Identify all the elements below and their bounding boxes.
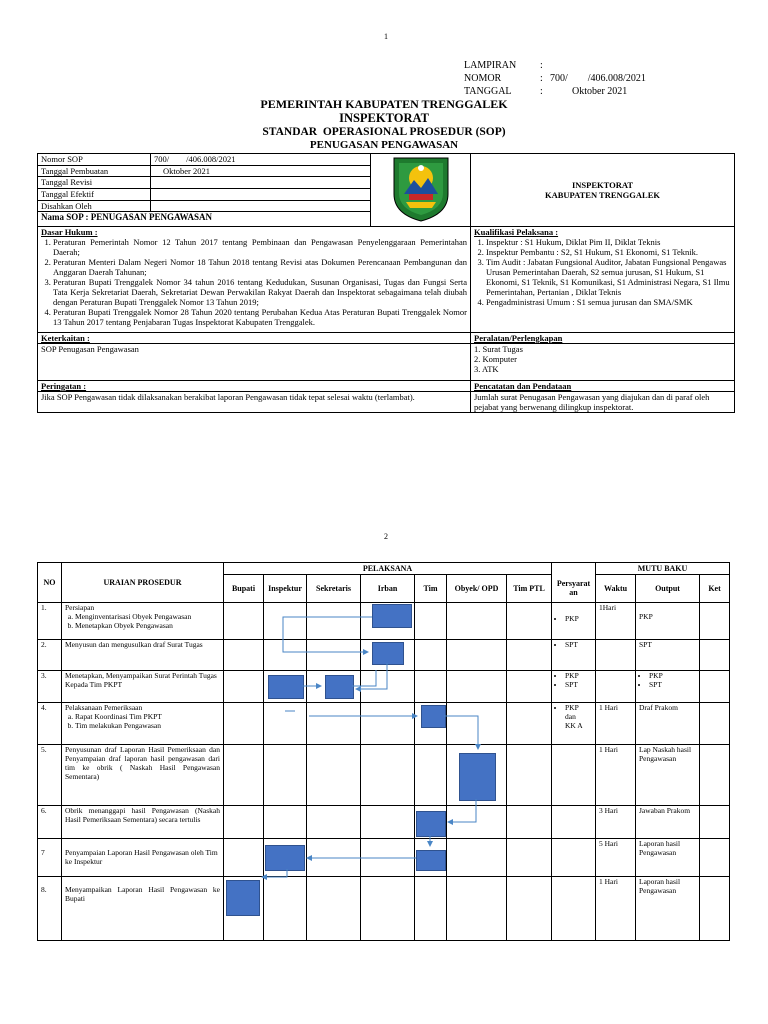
list-item: 2. Peraturan Menteri Dalam Negeri Nomor 18 Tahun 2018 tentang Revisi atas Dokumen Perencanaan Pembangunan dan Anggaran Daerah Tahunan; <box>53 257 467 277</box>
list-item: • SPT <box>565 680 592 689</box>
page-number-2: 2 <box>384 532 388 541</box>
info-label: Disahkan Oleh <box>38 200 151 212</box>
header-output: Output <box>636 575 700 603</box>
header-tim-ptl: Tim PTL <box>507 575 552 603</box>
title-penugasan: PENUGASAN PENGAWASAN <box>309 139 459 151</box>
header-ket: Ket <box>700 575 730 603</box>
list-item: • PKP dan KK A <box>565 703 584 730</box>
tanggal-value: Oktober 2021 <box>572 86 628 97</box>
pencatatan-title: Pencatatan dan Pendataan <box>474 381 572 391</box>
connector-7-8 <box>262 869 287 877</box>
inspektorat-name-line2: KABUPATEN TRENGGALEK <box>544 190 660 200</box>
lampiran-sep: : <box>540 60 543 71</box>
connector-2-3 <box>356 663 387 689</box>
row-no: 4. <box>38 703 62 745</box>
row-uraian: Obrik menanggapi hasil Pengawasan (Naskah Hasil Pemeriksaan Sementara) secara tertulis <box>62 806 224 839</box>
list-item: 1. Peraturan Pemerintah Nomor 12 Tahun 2017 tentang Pembinaan dan Pengawasan Penyelenggaraan Pemerintahan Daerah; <box>53 237 467 257</box>
row-waktu: 3 Hari <box>596 806 636 839</box>
connector-4-5 <box>444 716 478 749</box>
header-irban: Irban <box>361 575 415 603</box>
tanggal-sep: : <box>540 86 543 97</box>
list-item: 1. Surat Tugas <box>474 344 523 354</box>
header-persyaratan: Persyaratan <box>552 575 596 603</box>
row-waktu: 1 Hari <box>596 877 636 941</box>
row-waktu: 1Hari <box>596 603 636 640</box>
nomor-sep: : <box>540 73 543 84</box>
row-output: Laporan hasil Pengawasan <box>636 839 700 877</box>
info-label: Nomor SOP <box>38 154 151 166</box>
row-no: 3. <box>38 671 62 703</box>
header-uraian: URAIAN PROSEDUR <box>62 563 224 603</box>
row-no: 2. <box>38 640 62 671</box>
row-waktu: 1 Hari <box>596 703 636 745</box>
list-item: b. Tim melakukan Pengawasan <box>75 721 220 730</box>
row-output: Jawaban Prakom <box>636 806 700 839</box>
header-tim: Tim <box>415 575 447 603</box>
list-item: 2. Komputer <box>474 354 517 364</box>
connector-1-2 <box>283 617 372 652</box>
peralatan-title: Peralatan/Perlengkapan <box>474 333 563 343</box>
row-no-text: 7 <box>41 848 45 857</box>
row-uraian: Menyusun dan mengusulkan draf Surat Tugas <box>62 640 224 671</box>
list-item: a. Rapat Koordinasi Tim PKPT <box>75 712 220 721</box>
row-waktu: 5 Hari <box>596 839 636 877</box>
uraian-text: Persiapan <box>65 603 95 612</box>
tanggal-label: TANGGAL <box>464 86 512 97</box>
row-waktu: 1 Hari <box>596 745 636 806</box>
peringatan-value: Jika SOP Pengawasan tidak dilaksanakan berakibat laporan Pengawasan tidak tepat selesai waktu (terlambat). <box>38 391 470 402</box>
header-waktu: Waktu <box>596 575 636 603</box>
header-sekretaris: Sekretaris <box>307 575 361 603</box>
lampiran-label: LAMPIRAN <box>464 60 517 71</box>
list-item: 4. Pengadministrasi Umum : S1 semua jurusan dan SMA/SMK <box>486 297 731 307</box>
kualifikasi-title: Kualifikasi Pelaksana : <box>474 227 559 237</box>
row-output: SPT <box>636 640 700 671</box>
row-output: Draf Prakom <box>636 703 700 745</box>
row-no-text: 8. <box>41 885 47 894</box>
title-sop: STANDAR OPERASIONAL PROSEDUR (SOP) <box>262 126 506 138</box>
info-label: Tanggal Efektif <box>38 188 151 200</box>
list-item: 1. Inspektur : S1 Hukum, Diklat Pim II, Diklat Teknis <box>486 237 731 247</box>
info-value: 700/ /406.008/2021 <box>151 154 371 166</box>
row-uraian: Menetapkan, Menyampaikan Surat Perintah Tugas Kepada Tim PKPT <box>62 671 224 703</box>
list-item: • PKP <box>565 671 592 680</box>
header-inspektur: Inspektur <box>264 575 307 603</box>
nama-sop: Nama SOP : PENUGASAN PENGAWASAN <box>38 212 371 227</box>
row-output: Laporan hasil Pengawasan <box>636 877 700 941</box>
list-item: b. Menetapkan Obyek Pengawasan <box>75 621 220 630</box>
connector-3b <box>352 670 376 686</box>
row-no: 1. <box>38 603 62 640</box>
dasar-hukum-title: Dasar Hukum : <box>41 227 98 237</box>
row-output: Lap Naskah hasil Pengawasan <box>636 745 700 806</box>
list-item: 2. Inspektur Pembantu : S2, S1 Hukum, S1 Ekonomi, S1 Teknik. <box>486 247 731 257</box>
nomor-value: 700/ /406.008/2021 <box>550 73 646 84</box>
list-item: • SPT <box>565 640 592 649</box>
pencatatan-value: Jumlah surat Penugasan Pengawasan yang diajukan dan di paraf oleh pejabat yang berwenang dilingkup inspektorat. <box>471 391 734 412</box>
peringatan-title: Peringatan : <box>41 381 87 391</box>
row-uraian: Penyusunan draf Laporan Hasil Pemeriksaan dan Penyampaian draf laporan hasil pengawasan dari tim ke obrik ( Naskah Hasil Pengawasan Sementara) <box>62 745 224 806</box>
keterkaitan-title: Keterkaitan : <box>41 333 90 343</box>
header-pelaksana: PELAKSANA <box>224 563 552 575</box>
uraian-text: Penyampaian Laporan Hasil Pengawasan oleh Tim ke Inspektur <box>65 848 218 866</box>
info-label: Tanggal Revisi <box>38 177 151 189</box>
list-item: • SPT <box>649 680 696 689</box>
list-item: • PKP <box>565 614 592 623</box>
uraian-text: Pelaksanaan Pemeriksaan <box>65 703 143 712</box>
header-bupati: Bupati <box>224 575 264 603</box>
list-item: 3. ATK <box>474 364 499 374</box>
header-obyek-opd: Obyek/ OPD <box>447 575 507 603</box>
nomor-label: NOMOR <box>464 73 502 84</box>
list-item: • PKP <box>649 671 696 680</box>
header-mutu-baku: MUTU BAKU <box>596 563 730 575</box>
row-no: 5. <box>38 745 62 806</box>
connector-5-6 <box>448 799 476 822</box>
uraian-text: Menyampaikan Laporan Hasil Pengawasan ke Bupati <box>65 885 220 903</box>
header-no: NO <box>38 563 62 603</box>
info-label: Tanggal Pembuatan <box>38 165 151 177</box>
inspektorat-name-line1: INSPEKTORAT <box>571 180 634 190</box>
title-pemerintah: PEMERINTAH KABUPATEN TRENGGALEK <box>260 97 508 111</box>
keterkaitan-value: SOP Penugasan Pengawasan <box>38 343 470 354</box>
title-inspektorat: INSPEKTORAT <box>339 111 429 125</box>
list-item: 3. Peraturan Bupati Trenggalek Nomor 34 tahun 2016 tentang Kedudukan, Susunan Organisasi, Tugas dan Fungsi Serta Tata Kerja Sekretariat Daerah, Sekretariat Dewan Perwakilan Rakyat Daerah dan Inspektorat sebagaimana telah diubah dengan Peraturan Bupati Trenggalek Nomor 13 Tahun 2019; <box>53 277 467 307</box>
info-value: Oktober 2021 <box>151 165 371 177</box>
page-number-1: 1 <box>384 32 388 41</box>
list-item: 3. Tim Audit : Jabatan Fungsional Auditor, Jabatan Fungsional Pengawas Urusan Pemerintahan Daerah, S2 semua jurusan, S1 Hukum, S1 Ekonomi, S1 Teknik, S1 Komunikasi, S1 Administrasi Negara, S1 Ilmu Pemerintahan, Pertanian , Diklat Teknis <box>486 257 731 297</box>
list-item: a. Menginventarisasi Obyek Pengawasan <box>75 612 220 621</box>
row-no: 6. <box>38 806 62 839</box>
list-item: 4. Peraturan Bupati Trenggalek Nomor 28 Tahun 2020 tentang Perubahan Kedua Atas Peraturan Bupati Trenggalek Nomor 13 Tahun 2017 tentang Penjabaran Tugas Inspektorat Kabupaten Trenggalek. <box>53 307 467 327</box>
output-text: PKP <box>639 612 653 621</box>
